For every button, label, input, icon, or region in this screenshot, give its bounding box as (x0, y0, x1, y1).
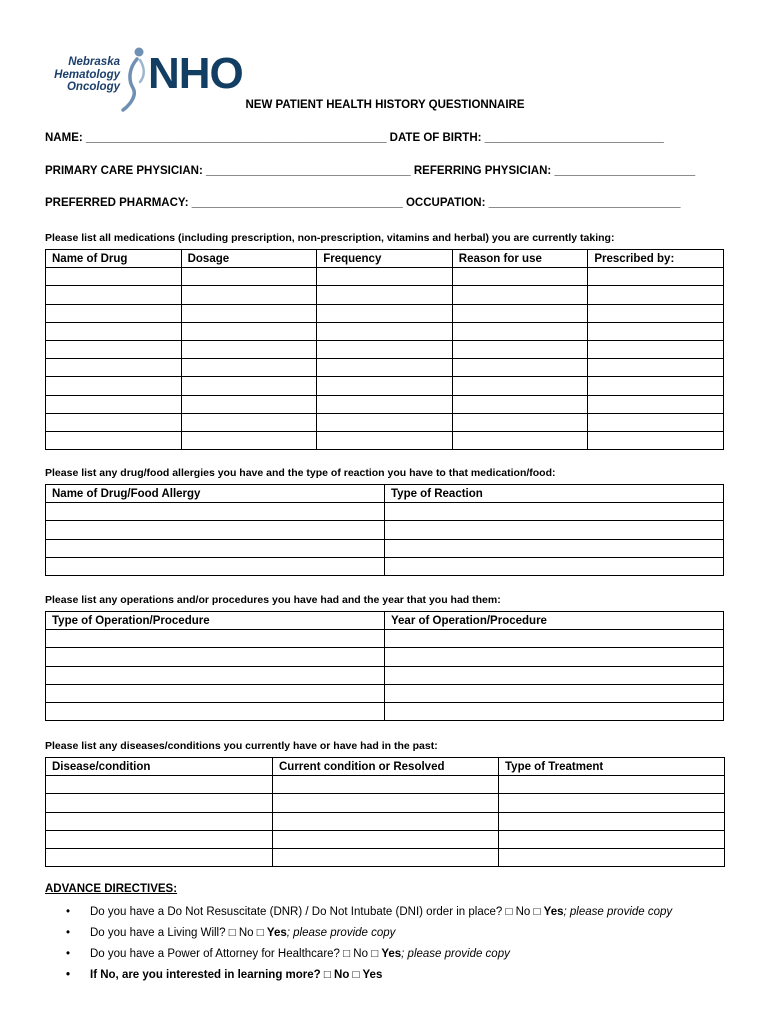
table-cell[interactable] (181, 268, 317, 286)
table-cell[interactable] (588, 413, 724, 431)
table-cell[interactable] (46, 684, 385, 702)
table-row[interactable] (46, 340, 724, 358)
bullet-icon: • (66, 927, 71, 939)
table-cell[interactable] (46, 630, 385, 648)
table-row[interactable] (46, 830, 725, 848)
table-cell[interactable] (385, 648, 724, 666)
table-cell[interactable] (46, 286, 182, 304)
table-cell[interactable] (588, 322, 724, 340)
learn-more-yes-option[interactable]: Yes (362, 969, 383, 981)
table-row[interactable] (46, 286, 724, 304)
table-cell[interactable] (385, 557, 724, 575)
table-cell[interactable] (46, 377, 182, 395)
poa-question: Do you have a Power of Attorney for Healthcare? (90, 948, 340, 960)
table-row[interactable] (46, 322, 724, 340)
table-cell[interactable] (181, 304, 317, 322)
table-row[interactable] (46, 539, 724, 557)
table-cell[interactable] (385, 666, 724, 684)
table-header-row (46, 485, 724, 503)
table-cell[interactable] (46, 557, 385, 575)
table-row[interactable] (46, 630, 724, 648)
table-cell[interactable] (46, 413, 182, 431)
bullet-icon: • (66, 969, 71, 981)
operations-table (45, 611, 724, 721)
table-cell[interactable] (385, 539, 724, 557)
table-row[interactable] (46, 812, 725, 830)
col-operation-procedure: Type of Operation/Procedure (46, 612, 385, 630)
table-cell[interactable] (317, 322, 453, 340)
table-cell[interactable] (46, 431, 182, 449)
medications-instruction: Please list all medications (including prescription, non-prescription, vitamins and herbal) you are currently taking: (45, 232, 615, 244)
living-will-yes-option[interactable]: Yes (266, 927, 287, 939)
table-cell[interactable] (588, 395, 724, 413)
table-cell[interactable] (46, 304, 182, 322)
col-disease-condition: Disease/condition (46, 758, 273, 776)
list-item (62, 903, 672, 924)
table-row[interactable] (46, 395, 724, 413)
table-cell[interactable] (588, 340, 724, 358)
col-type-of-reaction: Type of Reaction (385, 485, 724, 503)
table-cell[interactable] (317, 286, 453, 304)
living-will-no-option[interactable]: □ No □ (228, 927, 264, 939)
advance-directives-list (62, 903, 672, 987)
col-drug-food-allergy: Name of Drug/Food Allergy (46, 485, 385, 503)
table-cell[interactable] (46, 268, 182, 286)
dnr-no-option[interactable]: □ No □ (505, 906, 541, 918)
advance-directives-heading: ADVANCE DIRECTIVES: (45, 883, 178, 895)
operations-instruction: Please list any operations and/or procedures you have had and the year that you had them: (45, 594, 501, 606)
table-header-row (46, 250, 724, 268)
table-cell[interactable] (588, 377, 724, 395)
table-cell[interactable] (46, 395, 182, 413)
table-cell[interactable] (452, 395, 588, 413)
table-cell[interactable] (385, 521, 724, 539)
poa-yes-option[interactable]: Yes (381, 948, 402, 960)
table-cell[interactable] (588, 359, 724, 377)
table-cell[interactable] (588, 268, 724, 286)
table-cell[interactable] (317, 340, 453, 358)
table-row[interactable] (46, 431, 724, 449)
list-item (62, 945, 672, 966)
learn-more-question: If No, are you interested in learning more? (90, 969, 321, 981)
bullet-icon: • (66, 906, 71, 918)
table-cell[interactable] (499, 794, 725, 812)
learn-more-no-option[interactable]: □ No □ (323, 969, 360, 981)
diseases-instruction: Please list any diseases/conditions you currently have or have had in the past: (45, 740, 438, 752)
table-row[interactable] (46, 794, 725, 812)
table-cell[interactable] (46, 776, 273, 794)
table-row[interactable] (46, 304, 724, 322)
table-row[interactable] (46, 776, 725, 794)
pharmacy-occupation-line[interactable]: PREFERRED PHARMACY: _________________________________ OCCUPATION: ______________________________ (45, 197, 681, 209)
table-cell[interactable] (317, 359, 453, 377)
table-cell[interactable] (588, 304, 724, 322)
table-cell[interactable] (181, 413, 317, 431)
table-row[interactable] (46, 521, 724, 539)
table-cell[interactable] (385, 630, 724, 648)
table-cell[interactable] (385, 684, 724, 702)
table-cell[interactable] (385, 702, 724, 720)
col-frequency: Frequency (317, 250, 453, 268)
dnr-copy-note: ; please provide copy (563, 906, 673, 918)
table-cell[interactable] (46, 322, 182, 340)
document-title: NEW PATIENT HEALTH HISTORY QUESTIONNAIRE (245, 99, 525, 111)
table-cell[interactable] (46, 648, 385, 666)
name-dob-line[interactable]: NAME: _______________________________________________ DATE OF BIRTH: ____________________________ (45, 132, 664, 144)
table-cell[interactable] (499, 812, 725, 830)
logo-name (44, 56, 120, 94)
col-reason-for-use: Reason for use (452, 250, 588, 268)
table-cell[interactable] (588, 286, 724, 304)
table-cell[interactable] (273, 776, 499, 794)
bullet-icon: • (66, 948, 71, 960)
table-cell[interactable] (46, 794, 273, 812)
table-cell[interactable] (273, 794, 499, 812)
table-row[interactable] (46, 648, 724, 666)
table-row[interactable] (46, 666, 724, 684)
table-cell[interactable] (317, 413, 453, 431)
table-cell[interactable] (181, 377, 317, 395)
table-cell[interactable] (317, 304, 453, 322)
table-header-row (46, 612, 724, 630)
table-cell[interactable] (181, 322, 317, 340)
physician-line[interactable]: PRIMARY CARE PHYSICIAN: ________________________________ REFERRING PHYSICIAN: ______________________ (45, 165, 696, 177)
allergies-instruction: Please list any drug/food allergies you have and the type of reaction you have to that medication/food: (45, 467, 556, 479)
col-current-or-resolved: Current condition or Resolved (273, 758, 499, 776)
living-will-copy-note: ; please provide copy (286, 927, 396, 939)
table-row[interactable] (46, 557, 724, 575)
table-cell[interactable] (181, 286, 317, 304)
poa-no-option[interactable]: □ No □ (343, 948, 379, 960)
table-cell[interactable] (452, 377, 588, 395)
logo-line-2: Hematology (54, 68, 120, 81)
dnr-yes-option[interactable]: Yes (543, 906, 564, 918)
table-cell[interactable] (452, 322, 588, 340)
table-row[interactable] (46, 848, 725, 866)
table-row[interactable] (46, 684, 724, 702)
table-row[interactable] (46, 268, 724, 286)
col-prescribed-by: Prescribed by: (588, 250, 724, 268)
table-cell[interactable] (181, 395, 317, 413)
table-cell[interactable] (385, 503, 724, 521)
table-row[interactable] (46, 359, 724, 377)
list-item (62, 924, 672, 945)
col-type-of-treatment: Type of Treatment (499, 758, 725, 776)
logo-line-3: Oncology (66, 81, 120, 93)
table-cell[interactable] (46, 521, 385, 539)
table-cell[interactable] (46, 666, 385, 684)
table-cell[interactable] (46, 830, 273, 848)
table-cell[interactable] (181, 359, 317, 377)
logo-abbreviation: NHO (148, 49, 243, 98)
table-cell[interactable] (181, 431, 317, 449)
table-cell[interactable] (499, 776, 725, 794)
table-cell[interactable] (46, 812, 273, 830)
table-cell[interactable] (452, 268, 588, 286)
table-cell[interactable] (273, 812, 499, 830)
table-cell[interactable] (46, 503, 385, 521)
table-cell[interactable] (46, 359, 182, 377)
table-cell[interactable] (452, 431, 588, 449)
col-year-of-operation: Year of Operation/Procedure (385, 612, 724, 630)
table-row[interactable] (46, 413, 724, 431)
allergies-table (45, 484, 724, 576)
table-cell[interactable] (46, 848, 273, 866)
table-row[interactable] (46, 503, 724, 521)
table-cell[interactable] (46, 539, 385, 557)
medications-table (45, 249, 724, 450)
logo-line-1: Nebraska (68, 56, 120, 68)
table-cell[interactable] (499, 848, 725, 866)
table-cell[interactable] (452, 340, 588, 358)
col-name-of-drug: Name of Drug (46, 250, 182, 268)
table-cell[interactable] (452, 304, 588, 322)
table-cell[interactable] (46, 340, 182, 358)
table-cell[interactable] (317, 395, 453, 413)
table-row[interactable] (46, 702, 724, 720)
table-cell[interactable] (181, 340, 317, 358)
table-cell[interactable] (452, 413, 588, 431)
table-cell[interactable] (499, 830, 725, 848)
table-cell[interactable] (317, 377, 453, 395)
dnr-question: Do you have a Do Not Resuscitate (DNR) / Do Not Intubate (DNI) order in place? (90, 906, 503, 918)
col-dosage: Dosage (181, 250, 317, 268)
table-cell[interactable] (588, 431, 724, 449)
table-cell[interactable] (452, 286, 588, 304)
list-item (62, 966, 672, 987)
table-cell[interactable] (317, 268, 453, 286)
diseases-table (45, 757, 725, 867)
table-cell[interactable] (273, 848, 499, 866)
table-cell[interactable] (273, 830, 499, 848)
poa-copy-note: ; please provide copy (401, 948, 510, 960)
living-will-question: Do you have a Living Will? (90, 927, 226, 939)
table-row[interactable] (46, 377, 724, 395)
table-cell[interactable] (317, 431, 453, 449)
table-cell[interactable] (452, 359, 588, 377)
table-cell[interactable] (46, 702, 385, 720)
table-header-row (46, 758, 725, 776)
